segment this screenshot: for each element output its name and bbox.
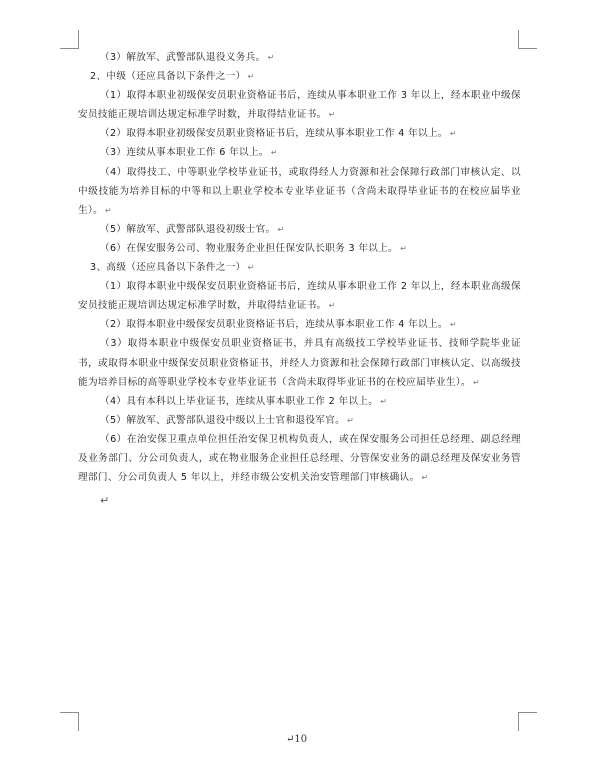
paragraph-mark-icon: ↵: [400, 243, 408, 253]
paragraph[interactable]: [78, 411, 521, 430]
paragraph-text: 2、中级（还应具备以下条件之一）: [90, 71, 246, 83]
paragraph-text: （2）取得本职业中级保安员职业资格证书后，连续从事本职业工作 4 年以上。: [100, 319, 448, 331]
paragraph-text: （5）解放军、武警部队退役中级以上士官和退役军官。: [100, 414, 346, 426]
page-number-value: 10: [294, 734, 308, 745]
paragraph-text: （3）连续从事本职业工作 6 年以上。: [100, 147, 269, 159]
paragraph[interactable]: [78, 315, 521, 334]
paragraph-mark-icon: ↵: [380, 396, 388, 406]
crop-mark-top-right: [518, 30, 537, 49]
paragraph-mark-icon: ↵: [347, 415, 355, 425]
paragraph[interactable]: [78, 258, 521, 277]
paragraph-mark-icon: ↵: [421, 473, 429, 483]
paragraph[interactable]: [78, 430, 521, 487]
paragraph-text: （4）具有本科以上毕业证书，连续从事本职业工作 2 年以上。: [100, 395, 379, 407]
crop-mark-bottom-right: [518, 712, 537, 731]
paragraph-text: （3）取得本职业中级保安员职业资格证书，并具有高级技工学校毕业证书、技师学院毕业证书，或取得本职业中级保安员职业资格证书，并经人力资源和社会保障行政部门审核认定、以高级技能为培养目标的高等职业学校本专业毕业证书（含尚未取得毕业证书的在校应届毕业生）。: [78, 338, 521, 388]
paragraph[interactable]: [78, 67, 521, 86]
paragraph-mark-icon: ↵: [247, 72, 255, 82]
paragraph-text: （3）解放军、武警部队退役义务兵。: [100, 52, 266, 63]
paragraph-mark-icon: ↵: [472, 377, 481, 387]
paragraph-text: （2）取得本职业初级保安员职业资格证书后，连续从事本职业工作 4 年以上。: [100, 128, 448, 140]
paragraph-mark-icon: ↵: [449, 129, 457, 139]
page-number: ↵10: [286, 734, 308, 745]
paragraph-mark-icon: ↵: [105, 205, 113, 215]
paragraph-mark-icon: ↵: [267, 53, 275, 62]
paragraph[interactable]: [78, 143, 521, 162]
paragraph[interactable]: [78, 86, 521, 124]
paragraph[interactable]: [78, 163, 521, 220]
paragraph-mark-icon: ↵: [449, 320, 457, 330]
document-body[interactable]: [78, 48, 521, 487]
paragraph-text: （6）在治安保卫重点单位担任治安保卫机构负责人，或在保安服务公司担任总经理、副总经理及业务部门、分公司负责人，或在物业服务企业担任总经理、分管保安业务的副总经理及保安业务管理部门、分公司负责人 5 年以上，并经市级公安机关治安管理部门审核确认。: [78, 433, 521, 484]
paragraph-mark-icon: ↵: [328, 110, 336, 120]
paragraph-text: （1）取得本职业初级保安员职业资格证书后，连续从事本职业工作 3 年以上，经本职业中级保安员技能正规培训达规定标准学时数，并取得结业证书。: [78, 90, 521, 121]
paragraph[interactable]: [78, 48, 521, 67]
paragraph-text: （4）取得技工、中等职业学校毕业证书，或取得经人力资源和社会保障行政部门审核认定、以中级技能为培养目标的中等和以上职业学校本专业毕业证书（含尚未取得毕业证书的在校应届毕业生）。: [78, 166, 521, 216]
crop-mark-bottom-left: [60, 712, 79, 731]
paragraph-text: （6）在保安服务公司、物业服务企业担任保安队长职务 3 年以上。: [100, 242, 399, 254]
paragraph-text: （1）取得本职业中级保安员职业资格证书后，连续从事本职业工作 2 年以上，经本职业高级保安员技能正规培训达规定标准学时数，并取得结业证书。: [78, 281, 521, 312]
paragraph-mark-icon: ↵: [247, 263, 255, 273]
return-arrow-icon: ↵: [100, 494, 110, 507]
paragraph[interactable]: [78, 392, 521, 411]
paragraph[interactable]: [78, 124, 521, 143]
paragraph-text: 3、高级（还应具备以下条件之一）: [90, 262, 246, 274]
paragraph-mark-icon: ↵: [328, 301, 336, 311]
paragraph-mark-icon: ↵: [277, 224, 285, 234]
paragraph-text: （5）解放军、武警部队退役初级士官。: [100, 223, 276, 235]
paragraph[interactable]: [78, 277, 521, 315]
paragraph-mark-icon: ↵: [270, 148, 278, 158]
paragraph[interactable]: [78, 220, 521, 239]
crop-mark-top-left: [60, 30, 79, 49]
paragraph[interactable]: [78, 239, 521, 258]
paragraph[interactable]: [78, 334, 521, 391]
